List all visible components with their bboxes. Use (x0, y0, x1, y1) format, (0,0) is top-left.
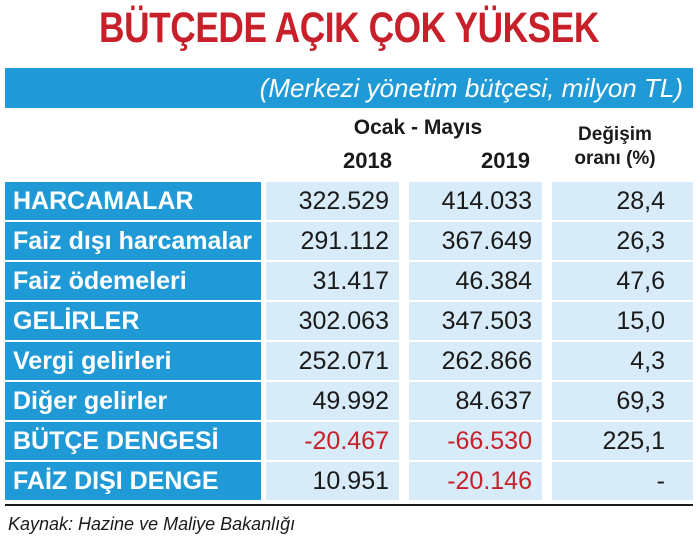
value-2019: 84.637 (409, 382, 542, 420)
footer-divider (5, 504, 693, 506)
period-header: Ocak - Mayıs (353, 116, 483, 139)
row-label: Diğer gelirler (5, 382, 261, 420)
value-2019: 414.033 (409, 182, 542, 220)
table-row (5, 222, 693, 260)
change-rate: 4,3 (552, 342, 693, 380)
chart-title: BÜTÇEDE AÇIK ÇOK YÜKSEK (99, 4, 599, 52)
change-rate: 47,6 (552, 262, 693, 300)
value-2018: 291.112 (266, 222, 399, 260)
value-2019: -20.146 (409, 462, 542, 500)
row-label: Faiz dışı harcamalar (5, 222, 261, 260)
chart-subtitle: (Merkezi yönetim bütçesi, milyon TL) (259, 72, 683, 103)
row-label: GELİRLER (5, 302, 261, 340)
value-2019: 367.649 (409, 222, 542, 260)
change-rate: 26,3 (552, 222, 693, 260)
table-row (5, 462, 693, 500)
table-row (5, 302, 693, 340)
row-label: BÜTÇE DENGESİ (5, 422, 261, 460)
value-2018: -20.467 (266, 422, 399, 460)
row-label: Faiz ödemeleri (5, 262, 261, 300)
row-label: HARCAMALAR (5, 182, 261, 220)
row-label: FAİZ DIŞI DENGE (5, 462, 261, 500)
column-header-2019: 2019 (481, 148, 530, 173)
subtitle-bar (5, 68, 693, 108)
change-rate: - (552, 462, 693, 500)
column-header-2018: 2018 (343, 148, 392, 173)
value-2019: 46.384 (409, 262, 542, 300)
value-2018: 252.071 (266, 342, 399, 380)
value-2018: 10.951 (266, 462, 399, 500)
value-2018: 31.417 (266, 262, 399, 300)
column-header-change-line1: Değişim (578, 124, 652, 145)
change-rate: 28,4 (552, 182, 693, 220)
table-row (5, 262, 693, 300)
row-label: Vergi gelirleri (5, 342, 261, 380)
value-2019: -66.530 (409, 422, 542, 460)
value-2019: 262.866 (409, 342, 542, 380)
table-row (5, 182, 693, 220)
table-row (5, 422, 693, 460)
change-rate: 15,0 (552, 302, 693, 340)
change-rate: 69,3 (552, 382, 693, 420)
source-note: Kaynak: Hazine ve Maliye Bakanlığı (8, 514, 296, 534)
value-2018: 322.529 (266, 182, 399, 220)
value-2018: 49.992 (266, 382, 399, 420)
value-2019: 347.503 (409, 302, 542, 340)
change-rate: 225,1 (552, 422, 693, 460)
column-header-change-line2: oranı (%) (574, 148, 656, 169)
table-row (5, 342, 693, 380)
table-row (5, 382, 693, 420)
value-2018: 302.063 (266, 302, 399, 340)
table-body (5, 182, 693, 502)
